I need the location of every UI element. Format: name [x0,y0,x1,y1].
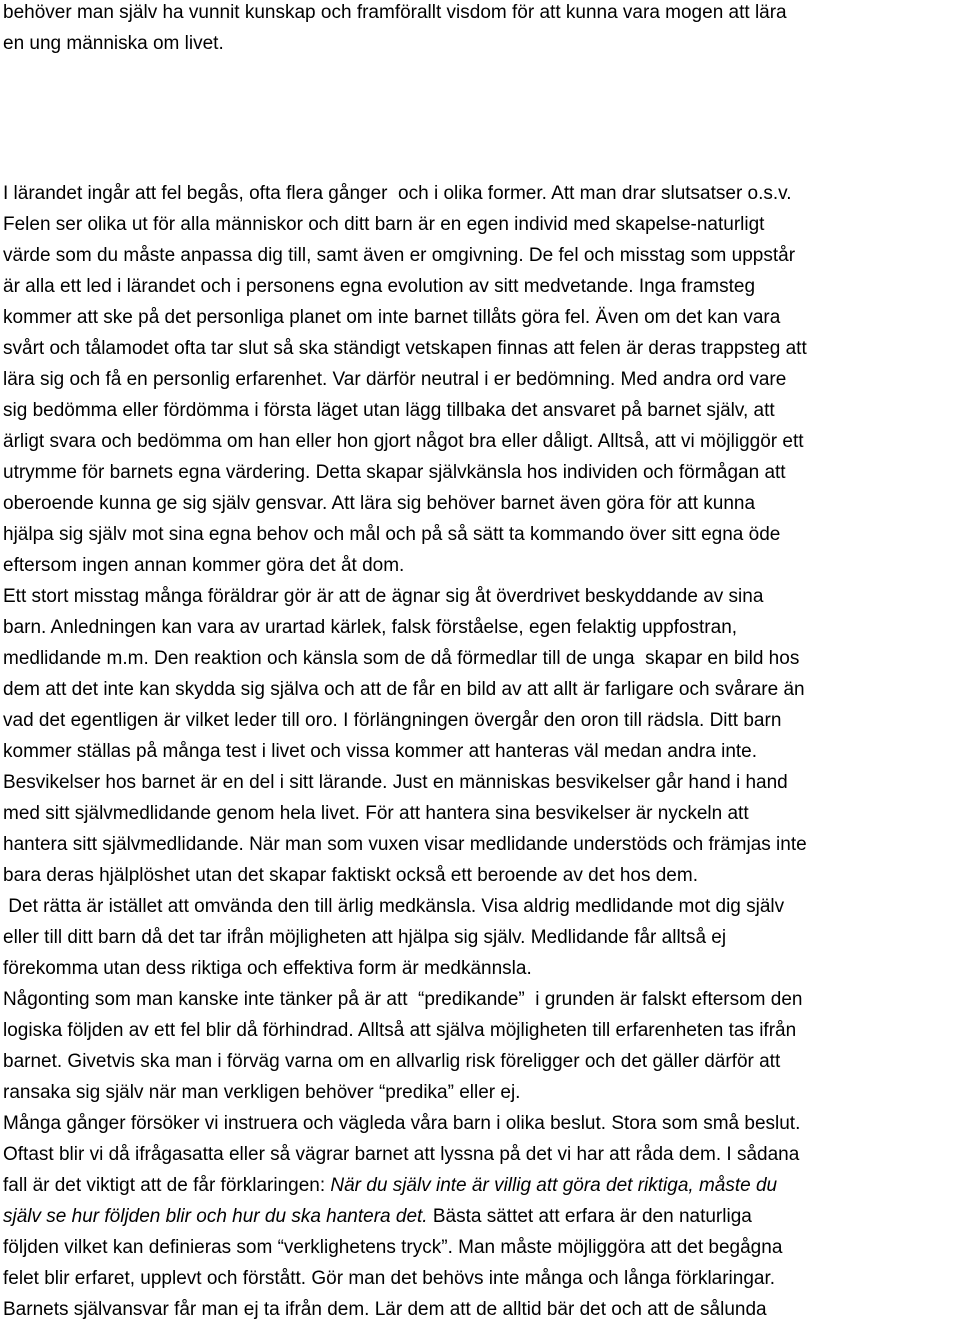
text-line-17: barn. Anledningen kan vara av urartad kärlek, falsk förståelse, egen felaktig uppfostran, [3,617,738,638]
text-line-28: förekomma utan dess riktiga och effektiva form är medkännsla. [3,958,532,979]
italic-quote: När du själv inte är villig att göra det riktiga, måste du [330,1175,778,1196]
text-line-20: vad det egentligen är vilket leder till oro. I förlängningen övergår den oron till rädsla. Ditt barn [3,710,782,731]
text-line-8: svårt och tålamodet ofta tar slut så ska ständigt vetskapen finnas att felen är deras trappsteg att [3,338,807,359]
text-line-14: hjälpa sig själv mot sina egna behov och mål och på så sätt ta kommando över sitt egna öde [3,524,781,545]
text-line-6: är alla ett led i lärandet och i personens egna evolution av sitt medvetande. Inga framsteg [3,276,756,297]
text-line-27: eller till ditt barn då det tar ifrån möjligheten att hjälpa sig själv. Medlidande får alltså ej [3,927,727,948]
text-line-31: barnet. Givetvis ska man i förväg varna om en allvarlig risk föreligger och det gäller därför att [3,1051,781,1072]
text-line-12: utrymme för barnets egna värdering. Detta skapar självkänsla hos individen och förmågan att [3,462,786,483]
text-line-38: felet blir erfaret, upplevt och förstått. Gör man det behövs inte många och långa förklaringar. [3,1268,776,1289]
text-line-2: en ung människa om livet. [3,33,224,54]
text-line-29: Någonting som man kanske inte tänker på är att “predikande” i grunden är falskt eftersom den [3,989,803,1010]
text-segment: Bästa sättet att erfara är den naturliga [427,1206,752,1227]
text-line-22: Besvikelser hos barnet är en del i sitt lärande. Just en människas besvikelser går hand i hand [3,772,788,793]
text-line-37: följden vilket kan definieras som “verklighetens tryck”. Man måste möjliggöra att det begågna [3,1237,783,1258]
text-line-4: Felen ser olika ut för alla människor och ditt barn är en egen individ med skapelse-naturligt [3,214,765,235]
text-line-25: bara deras hjälplöshet utan det skapar faktiskt också ett beroende av det hos dem. [3,865,698,886]
text-line-15: eftersom ingen annan kommer göra det åt dom. [3,555,405,576]
text-line-16: Ett stort misstag många föräldrar gör är att de ägnar sig åt överdrivet beskyddande av sina [3,586,764,607]
text-line-35 [3,1170,777,1201]
text-line-19: dem att det inte kan skydda sig själva och att de får en bild av att allt är farligare och svårare än [3,679,805,700]
text-line-21: kommer ställas på många test i livet och vissa kommer att hanteras väl medan andra inte. [3,741,758,762]
text-line-24: hantera sitt självmedlidande. När man som vuxen visar medlidande understöds och främjas inte [3,834,807,855]
text-line-26: Det rätta är istället att omvända den till ärlig medkänsla. Visa aldrig medlidande mot dig själv [3,896,785,917]
text-segment: fall är det viktigt att de får förklaringen: [3,1175,331,1196]
text-line-7: kommer att ske på det personliga planet om inte barnet tillåts göra fel. Även om det kan vara [3,307,781,328]
text-line-39: Barnets självansvar får man ej ta ifrån dem. Lär dem att de alltid bär det och att de sålunda [3,1299,767,1320]
text-line-34: Oftast blir vi då ifrågasatta eller så vägrar barnet att lyssna på det vi har att råda dem. I sådana [3,1144,800,1165]
text-line-9: lära sig och få en personlig erfarenhet. Var därför neutral i er bedömning. Med andra ord vare [3,369,787,390]
text-line-1: behöver man själv ha vunnit kunskap och framförallt visdom för att kunna vara mogen att lära [3,2,787,23]
text-line-36 [3,1201,752,1232]
text-line-18: medlidande m.m. Den reaktion och känsla som de då förmedlar till de unga skapar en bild hos [3,648,800,669]
text-line-3: I lärandet ingår att fel begås, ofta flera gånger och i olika former. Att man drar slutsatser o.s.v. [3,183,792,204]
text-line-10: sig bedömma eller fördömma i första läget utan lägg tillbaka det ansvaret på barnet själv, att [3,400,775,421]
text-line-13: oberoende kunna ge sig själv gensvar. Att lära sig behöver barnet även göra för att kunna [3,493,756,514]
text-line-33: Många gånger försöker vi instruera och vägleda våra barn i olika beslut. Stora som små beslut. [3,1113,801,1134]
text-line-30: logiska följden av ett fel blir då förhindrad. Alltså att själva möjligheten till erfarenheten tas ifrån [3,1020,797,1041]
text-line-23: med sitt självmedlidande genom hela livet. För att hantera sina besvikelser är nyckeln att [3,803,749,824]
text-line-32: ransaka sig själv när man verkligen behöver “predika” eller ej. [3,1082,521,1103]
italic-quote-end: själv se hur följden blir och hur du ska hantera det. [3,1206,428,1227]
text-line-11: ärligt svara och bedömma om han eller hon gjort något bra eller dåligt. Alltså, att vi möjliggör ett [3,431,804,452]
text-line-5: värde som du måste anpassa dig till, samt även er omgivning. De fel och misstag som uppstår [3,245,796,266]
